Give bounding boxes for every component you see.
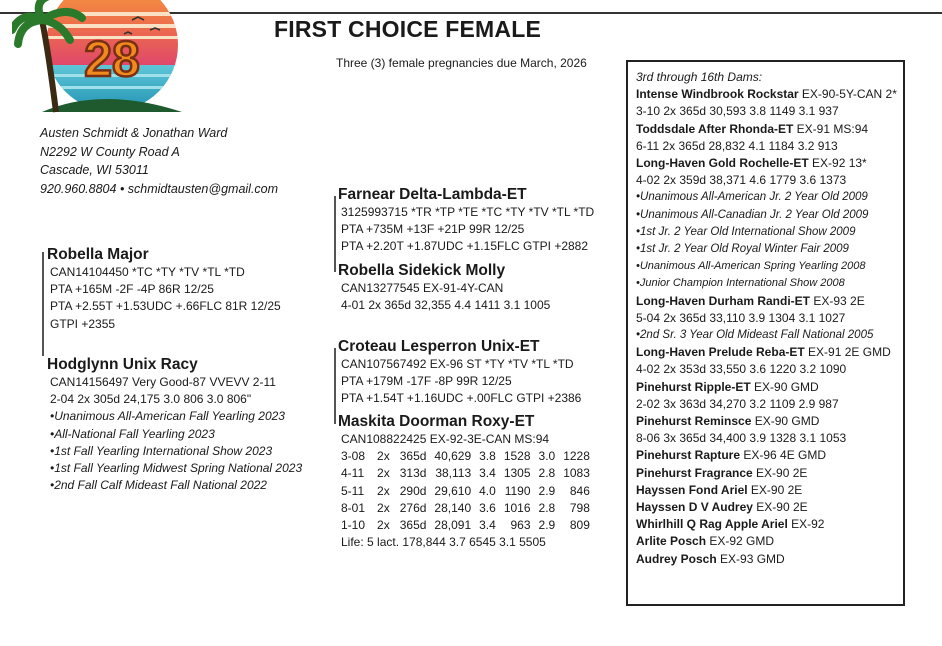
dam-entry-name: Hayssen D V Audrey [636,500,753,515]
sire3-line: PTA +1.54T +1.16UDC +.00FLC GTPI +2386 [341,391,582,406]
contact-city: Cascade, WI 53011 [40,163,149,177]
contact-names: Austen Schmidt & Jonathan Ward [40,126,228,140]
dam-entry-classification: EX-90 GMD [751,414,820,429]
record-cell: 2x [377,518,390,533]
dam-entry [636,379,903,396]
dam-entry-name: Audrey Posch [636,551,717,566]
dam-entry-classification: EX-91 2E GMD [804,345,891,360]
record-cell: 5-11 [341,483,365,498]
dam-entry-name: Long-Haven Gold Rochelle-ET [636,156,809,171]
sire2-line: 3125993715 *TR *TP *TE *TC *TY *TV *TL *TD [341,205,595,219]
sire3-line: PTA +179M -17F -8P 99R 12/25 [341,374,512,389]
record-cell: 2x [377,500,390,515]
dam-entry [636,465,903,482]
dam-entry [636,482,903,499]
dam-entry [636,344,903,361]
dam-name: Hodglynn Unix Racy [47,356,198,373]
dam-record: 2-02 3x 363d 34,270 3.2 1109 2.9 987 [636,396,839,411]
record-cell: 2x [377,483,390,498]
dam-record: 8-06 3x 365d 34,400 3.9 1328 3.1 1053 [636,431,847,446]
dam-record: 4-02 2x 353d 33,550 3.6 1220 3.2 1090 [636,362,847,377]
record-cell: 809 [569,518,590,533]
record-cell: 38,113 [435,466,472,481]
record-cell: 29,610 [434,483,472,498]
dam-entry-classification: EX-96 4E GMD [740,448,827,463]
record-cell: 1190 [504,483,531,498]
dam-entry-classification: EX-92 GMD [706,534,775,549]
pedigree-bracket [334,196,336,272]
sire2-line: PTA +2.20T +1.87UDC +1.15FLC GTPI +2882 [341,239,589,254]
sire2-name: Farnear Delta-Lambda-ET [338,186,527,203]
record-cell: 28,091 [434,518,472,533]
dam-honor: •Unanimous All-American Jr. 2 Year Old 2009 [636,191,868,204]
sire-block [47,246,281,333]
dam2-line: 4-01 2x 365d 32,355 4.4 1411 3.1 1005 [341,298,551,313]
dam-entry-name: Intense Windbrook Rockstar [636,87,799,102]
sire2-block [338,186,594,256]
record-cell: 8-01 [341,500,366,515]
sire-line: PTA +165M -2F -4P 86R 12/25 [50,282,214,297]
dams-box-header: 3rd through 16th Dams: [636,70,763,84]
dam-entry-name: Hayssen Fond Ariel [636,482,748,497]
record-cell: 2.9 [538,483,556,498]
record-cell: 1016 [503,500,531,515]
dam-entry-name: Whirlhill Q Rag Apple Ariel [636,517,788,532]
record-cell: 4-11 [341,466,365,481]
dam-honor: •All-National Fall Yearling 2023 [50,426,215,441]
record-cell: 3.4 [479,466,496,481]
record-row [341,517,590,534]
sire-line: PTA +2.55T +1.53UDC +.66FLC 81R 12/25 [50,299,281,314]
record-cell: 798 [569,500,590,515]
dam2-name: Robella Sidekick Molly [338,262,506,279]
dam-entry [636,121,903,138]
page-subtitle: Three (3) female pregnancies due March, 2026 [336,56,587,70]
contact-address: N2292 W County Road A [40,144,180,159]
lot-number: 28 [84,31,140,87]
dam3-records-table [341,448,590,534]
dam-entry [636,86,903,103]
dam-honor: •1st Fall Yearling Midwest Spring National 2023 [50,461,303,476]
dam-honor: •1st Fall Yearling International Show 2023 [50,443,273,458]
record-cell: 365d [399,518,427,533]
dam-honor: •1st Jr. 2 Year Old International Show 2009 [636,225,856,238]
dam-entry-name: Pinehurst Rapture [636,448,741,463]
dam-entry-classification: EX-93 GMD [716,551,785,566]
record-cell: 2x [377,449,390,464]
dam-entry-classification: EX-90 2E [752,500,808,515]
dam-entry-name: Pinehurst Ripple-ET [636,379,751,394]
dams-list [636,86,903,568]
record-row [341,448,590,465]
dam-entry-classification: EX-91 MS:94 [793,121,869,136]
sire3-block [338,338,581,408]
record-cell: 3.4 [479,518,496,533]
pedigree-bracket [334,348,336,424]
record-cell: 1305 [503,466,531,481]
page-title: FIRST CHOICE FEMALE [274,16,542,42]
sire-name: Robella Major [47,246,149,263]
record-cell: 3.0 [538,449,556,464]
lot-logo [12,0,182,122]
sire-line: GTPI +2355 [50,316,116,331]
dam-entry [636,551,903,568]
sire3-name: Croteau Lesperron Unix-ET [338,338,540,355]
record-cell: 1-10 [341,518,366,533]
dam2-block [338,262,550,314]
record-cell: 3.6 [479,500,496,515]
dam-line: 2-04 2x 305d 24,175 3.0 806 3.0 806" [50,392,252,407]
record-cell: 1083 [563,466,590,481]
dam-entry-classification: EX-90 2E [752,465,808,480]
record-cell: 963 [510,518,531,533]
dam3-lifetime: Life: 5 lact. 178,844 3.7 6545 3.1 5505 [341,535,546,550]
dam-entry-classification: EX-92 13* [808,156,867,171]
dam-record: 5-04 2x 365d 33,110 3.9 1304 3.1 1027 [636,310,846,325]
record-cell: 28,140 [434,500,472,515]
dam-honor: •Junior Champion International Show 2008 [636,277,845,290]
record-cell: 1228 [563,449,590,464]
record-cell: 3-08 [341,449,366,464]
dam-record: 4-02 2x 359d 38,371 4.6 1779 3.6 1373 [636,173,847,188]
dam-entry-name: Arlite Posch [636,534,707,549]
record-cell: 1528 [503,449,531,464]
dam-record: 3-10 2x 365d 30,593 3.8 1149 3.1 937 [636,104,839,119]
sire2-line: PTA +735M +13F +21P 99R 12/25 [341,222,525,237]
contact-info [40,124,278,198]
dam-entry-name: Pinehurst Fragrance [636,465,753,480]
dam-entry-classification: EX-90 GMD [750,379,819,394]
dam-entry-classification: EX-90 2E [747,482,803,497]
contact-phone-email: 920.960.8804 • schmidtausten@gmail.com [40,181,279,196]
dam-entry [636,516,903,533]
dam-honor: •Unanimous All-American Spring Yearling 2008 [636,260,866,273]
dam-entry [636,155,903,172]
sire3-line: CAN107567492 EX-96 ST *TY *TV *TL *TD [341,357,574,371]
record-cell: 2.8 [538,466,556,481]
record-cell: 2x [377,466,390,481]
record-cell: 313d [399,466,427,481]
dam3-reg: CAN108822425 EX-92-3E-CAN MS:94 [341,432,550,446]
dam-entry-classification: EX-93 2E [810,293,865,308]
record-cell: 3.8 [479,449,496,464]
dam3-name: Maskita Doorman Roxy-ET [338,413,535,430]
pedigree-bracket [42,252,44,356]
dam-entry-name: Long-Haven Prelude Reba-ET [636,345,805,360]
dam-honor: •2nd Sr. 3 Year Old Mideast Fall National 2005 [636,329,874,342]
record-cell: 2.8 [538,500,556,515]
record-cell: 40,629 [434,449,472,464]
dam2-line: CAN13277545 EX-91-4Y-CAN [341,281,504,295]
dam-record: 6-11 2x 365d 28,832 4.1 1184 3.2 913 [636,138,838,153]
record-row [341,483,590,500]
record-row [341,500,590,517]
dam-entry [636,499,903,516]
dam-honor: •Unanimous All-Canadian Jr. 2 Year Old 2009 [636,208,869,221]
record-cell: 290d [399,483,427,498]
record-row [341,465,590,482]
dam-entry [636,447,903,464]
record-cell: 4.0 [479,483,496,498]
record-cell: 846 [569,483,590,498]
dam-entry-name: Pinehurst Reminsce [636,414,752,429]
dam-line: CAN14156497 Very Good-87 VVEVV 2-11 [50,375,276,389]
dam-honor: •1st Jr. 2 Year Old Royal Winter Fair 2009 [636,243,849,256]
record-cell: 365d [399,449,427,464]
dam-entry-name: Toddsdale After Rhonda-ET [636,121,794,136]
dams-box [626,60,905,606]
dam-block [47,356,302,494]
dam-entry [636,293,903,310]
sire-line: CAN14104450 *TC *TY *TV *TL *TD [50,265,245,279]
dam-entry-classification: EX-92 [787,517,825,532]
dam-entry-classification: EX-90-5Y-CAN 2* [798,87,897,102]
dam-honor: •Unanimous All-American Fall Yearling 2023 [50,409,285,424]
dam-entry [636,413,903,430]
dam-honor: •2nd Fall Calf Mideast Fall National 2022 [50,478,267,493]
dam-entry [636,533,903,550]
dam3-block [338,413,590,551]
record-cell: 276d [399,500,427,515]
record-cell: 2.9 [538,518,556,533]
dam-entry-name: Long-Haven Durham Randi-ET [636,293,811,308]
